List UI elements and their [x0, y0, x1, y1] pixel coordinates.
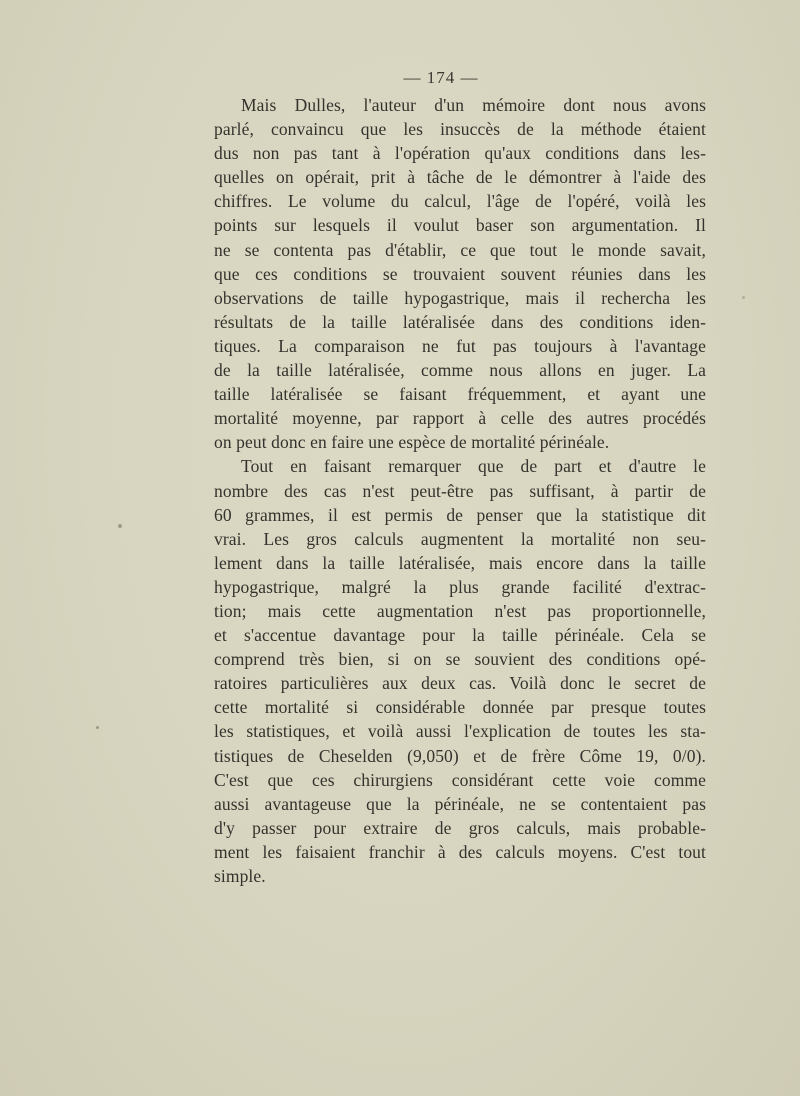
text-line: de la taille latéralisée, comme nous allons en juger. La: [214, 360, 706, 381]
scan-speck: [118, 524, 122, 528]
text-line: ratoires particulières aux deux cas. Voilà donc le secret de: [214, 673, 706, 694]
text-line: points sur lesquels il voulut baser son argumentation. Il: [214, 215, 706, 236]
text-line: que ces conditions se trouvaient souvent réunies dans les: [214, 263, 706, 284]
text-line: ne se contenta pas d'établir, ce que tout le monde savait,: [214, 239, 706, 260]
scan-speck: [96, 726, 99, 729]
text-line: d'y passer pour extraire de gros calculs, mais probable-: [214, 817, 706, 838]
text-line: et s'accentue davantage pour la taille périnéale. Cela se: [214, 625, 706, 646]
text-line: Mais Dulles, l'auteur d'un mémoire dont nous avons: [241, 95, 706, 115]
text-line: Tout en faisant remarquer que de part et d'autre le: [241, 456, 706, 477]
text-line: observations de taille hypogastrique, mais il rechercha les: [214, 287, 706, 308]
text-line: ment les faisaient franchir à des calculs moyens. C'est tout: [214, 841, 706, 862]
text-line: quelles on opérait, prit à tâche de le démontrer à l'aide des: [214, 167, 706, 188]
text-line: les statistiques, et voilà aussi l'explication de toutes les sta-: [214, 721, 706, 742]
text-line: tion; mais cette augmentation n'est pas proportionnelle,: [214, 600, 706, 621]
text-line: mortalité moyenne, par rapport à celle des autres procédés: [214, 408, 706, 429]
scan-speck: [742, 296, 745, 299]
text-line: parlé, convaincu que les insuccès de la méthode étaient: [214, 119, 706, 140]
text-line: simple.: [214, 866, 266, 886]
text-line: tistiques de Cheselden (9,050) et de frère Côme 19, 0/0).: [214, 745, 706, 766]
text-line: dus non pas tant à l'opération qu'aux conditions dans les-: [214, 143, 706, 164]
text-line: chiffres. Le volume du calcul, l'âge de l'opéré, voilà les: [214, 191, 706, 212]
text-line: lement dans la taille latéralisée, mais encore dans la taille: [214, 552, 706, 573]
text-line: C'est que ces chirurgiens considérant cette voie comme: [214, 769, 706, 790]
paragraph: [214, 454, 706, 888]
text-line: cette mortalité si considérable donnée par presque toutes: [214, 697, 706, 718]
text-line: on peut donc en faire une espèce de mortalité périnéale.: [214, 432, 610, 453]
text-line: 60 grammes, il est permis de penser que la statistique dit: [214, 504, 706, 525]
text-line: hypogastrique, malgré la plus grande facilité d'extrac-: [214, 576, 706, 597]
text-line: vrai. Les gros calculs augmentent la mortalité non seu-: [214, 528, 706, 549]
text-line: tiques. La comparaison ne fut pas toujours à l'avantage: [214, 335, 706, 356]
text-block: [214, 93, 706, 888]
page-number: — 174 —: [403, 68, 479, 87]
text-line: aussi avantageuse que la périnéale, ne se contentaient pas: [214, 793, 706, 814]
text-line: résultats de la taille latéralisée dans des conditions iden-: [214, 311, 706, 332]
paragraph: [214, 93, 706, 454]
text-line: taille latéralisée se faisant fréquemment, et ayant une: [214, 384, 706, 405]
text-line: nombre des cas n'est peut-être pas suffisant, à partir de: [214, 480, 706, 501]
text-line: comprend très bien, si on se souvient des conditions opé-: [214, 649, 706, 670]
